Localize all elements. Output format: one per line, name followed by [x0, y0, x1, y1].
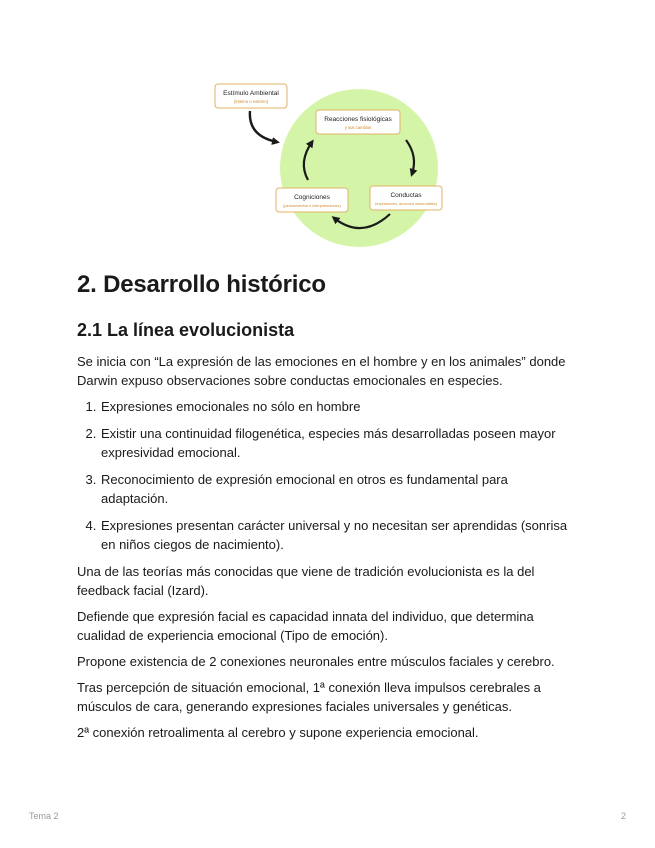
numbered-list — [77, 397, 577, 554]
paragraph: Propone existencia de 2 conexiones neuronales entre músculos faciales y cerebro. — [77, 654, 555, 669]
paragraph: Tras percepción de situación emocional, 1ª conexión lleva impulsos cerebrales a músculos de cara, generando expresiones faciales universales y genéticas. — [77, 680, 541, 714]
list-item: 4. Expresiones presentan carácter universal y no necesitan ser aprendidas (sonrisa en niños ciegos de nacimiento). — [100, 516, 577, 554]
emotion-cycle-diagram — [200, 78, 460, 250]
list-item: 1. Expresiones emocionales no sólo en hombre — [100, 397, 577, 416]
cognitions-title: Cogniciones — [294, 194, 330, 201]
cognitions-subtitle: (pensamientos e interpretaciones) — [283, 204, 341, 208]
cognitions-box — [276, 188, 348, 212]
list-item: 2. Existir una continuidad filogenética, especies más desarrolladas poseen mayor expresividad emocional. — [100, 424, 577, 462]
stimulus-subtitle: (interno o externo) — [233, 99, 269, 104]
list-item: 3. Reconocimiento de expresión emocional en otros es fundamental para adaptación. — [100, 470, 577, 508]
page-content — [77, 268, 577, 749]
footer-page-number: 2 — [620, 811, 626, 821]
section-title: 2. Desarrollo histórico — [77, 271, 326, 298]
behaviors-subtitle: (expresiones, acciones observables) — [375, 202, 437, 206]
subsection-title: 2.1 La línea evolucionista — [77, 320, 295, 340]
physio-subtitle: y sus cambios — [344, 125, 372, 130]
paragraph: Defiende que expresión facial es capacidad innata del individuo, que determina cualidad de experiencia emocional (Tipo de emoción). — [77, 609, 534, 643]
paragraph: 2ª conexión retroalimenta al cerebro y supone experiencia emocional. — [77, 725, 479, 740]
stimulus-title: Estímulo Ambiental — [223, 90, 279, 97]
footer-chapter: Tema 2 — [29, 811, 59, 821]
paragraph: Una de las teorías más conocidas que viene de tradición evolucionista es la del feedback facial (Izard). — [77, 564, 535, 598]
physio-box — [316, 110, 400, 134]
stimulus-arrow-icon — [250, 111, 277, 142]
behaviors-title: Conductas — [390, 192, 422, 199]
stimulus-box — [215, 84, 287, 108]
behaviors-box — [370, 186, 442, 210]
intro-paragraph: Se inicia con “La expresión de las emociones en el hombre y en los animales” donde Darwin expuso observaciones sobre conductas emocionales en especies. — [77, 354, 566, 388]
physio-title: Reacciones fisiológicas — [324, 116, 392, 123]
